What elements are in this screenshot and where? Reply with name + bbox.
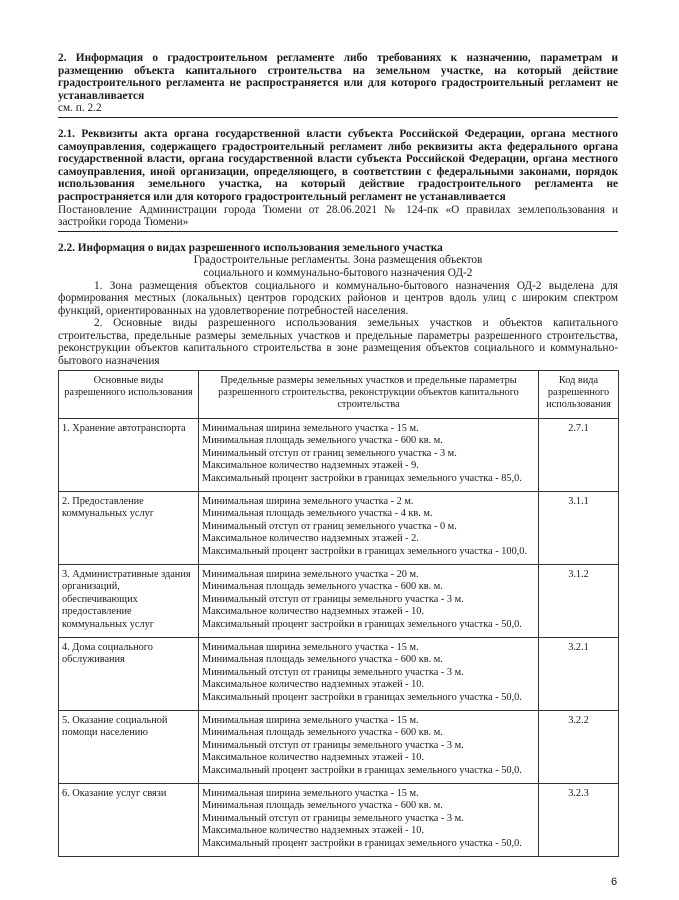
parameter-line: Максимальное количество надземных этажей - 10. (202, 679, 425, 691)
section-2-reference: см. п. 2.2 (58, 102, 102, 115)
parameter-line: Минимальный отступ от границы земельного участка - 3 м. (202, 812, 464, 824)
zone-title-line-1: Градостроительные регламенты. Зона размещения объектов (193, 254, 483, 267)
parameter-line: Минимальная площадь земельного участка - 600 кв. м. (202, 800, 443, 812)
parameter-line: Минимальная площадь земельного участка - 600 кв. м. (202, 581, 443, 593)
parameter-line: Минимальный отступ от границы земельного участка - 3 м. (202, 666, 464, 678)
usage-type-cell: 5. Оказание социальной помощи населению (59, 711, 199, 784)
table-row (59, 784, 619, 857)
parameter-line: Минимальная площадь земельного участка - 4 кв. м. (202, 508, 433, 520)
usage-type-cell: 4. Дома социального обслуживания (59, 637, 199, 710)
parameter-line: Минимальный отступ от границы земельного участка - 3 м. (202, 739, 464, 751)
usage-code-cell: 3.1.2 (539, 564, 619, 637)
section-2-1-heading: 2.1. Реквизиты акта органа государственной власти субъекта Российской Федерации, органа местного самоуправления, содержащего градостроительный регламент либо реквизиты акта федерального органа государственной власти, органа государственной власти субъекта Российской Федерации, органа местного самоуправления, иной организации, определяющего, в соответствии с федеральными законами, порядок использования земельного участка, на который действие градостроительного регламента не распространяется или для которого градостроительный регламент не устанавливается (58, 127, 618, 203)
section-2-2-heading: 2.2. Информация о видах разрешенного использования земельного участка (58, 241, 443, 254)
usage-code-cell: 2.7.1 (539, 418, 619, 491)
section-2-heading: 2. Информация о градостроительном регламенте либо требованиях к назначению, параметрам и размещению объекта капитального строительства на земельном участке, на который действие градостроительного регламента не распространяется или для которого градостроительный регламент не устанавливается (58, 52, 618, 102)
section-2-1-text: Постановление Администрации города Тюмени от 28.06.2021 № 124-пк «О правилах землепользования и застройки города Тюмени» (58, 203, 618, 229)
parameters-cell (199, 418, 539, 491)
parameter-line: Максимальное количество надземных этажей - 10. (202, 752, 425, 764)
parameter-line: Максимальный процент застройки в границах земельного участка - 85,0. (202, 472, 522, 484)
table-row (59, 418, 619, 491)
usage-code-cell: 3.2.3 (539, 784, 619, 857)
parameter-line: Минимальная ширина земельного участка - 15 м. (202, 715, 419, 726)
parameter-line: Максимальное количество надземных этажей - 10. (202, 825, 425, 837)
parameter-line: Минимальная площадь земельного участка - 600 кв. м. (202, 727, 443, 739)
document-page (58, 52, 618, 857)
regulations-table (58, 370, 619, 857)
parameter-line: Минимальная ширина земельного участка - 15 м. (202, 422, 419, 434)
table-row (59, 711, 619, 784)
zone-paragraph-1: 1. Зона размещения объектов социального и коммунально-бытового назначения ОД-2 выделена для формирования местных (локальных) центров городских районов и центров вдоль улиц с широким спектром функций, ориентированных на удовлетворение потребностей населения. (58, 279, 618, 317)
usage-code-cell: 3.2.2 (539, 711, 619, 784)
parameter-line: Минимальный отступ от границы земельного участка - 3 м. (202, 593, 464, 605)
parameters-cell (199, 491, 539, 564)
parameter-line: Минимальная ширина земельного участка - 2 м. (202, 495, 414, 507)
usage-type-cell: 1. Хранение автотранспорта (59, 418, 199, 491)
header-parameters: Предельные размеры земельных участков и предельные параметры разрешенного строительства, реконструкции объектов капитального строительства (199, 370, 539, 418)
table-body (59, 418, 619, 856)
usage-type-cell: 6. Оказание услуг связи (59, 784, 199, 857)
parameters-cell (199, 564, 539, 637)
usage-type-cell: 2. Предоставление коммунальных услуг (59, 491, 199, 564)
parameter-line: Максимальное количество надземных этажей - 10. (202, 606, 425, 618)
header-usage-code: Код вида разрешенного использования (539, 370, 619, 418)
parameter-line: Максимальный процент застройки в границах земельного участка - 100,0. (202, 545, 528, 557)
parameter-line: Максимальный процент застройки в границах земельного участка - 50,0. (202, 618, 522, 630)
page-number: 6 (611, 876, 618, 888)
parameter-line: Максимальное количество надземных этажей - 2. (202, 533, 419, 545)
parameter-line: Минимальный отступ от границ земельного участка - 0 м. (202, 520, 457, 532)
parameter-line: Минимальная площадь земельного участка - 600 кв. м. (202, 654, 443, 666)
parameter-line: Максимальный процент застройки в границах земельного участка - 50,0. (202, 691, 522, 703)
table-row (59, 491, 619, 564)
parameters-cell (199, 711, 539, 784)
parameter-line: Максимальное количество надземных этажей - 9. (202, 460, 419, 472)
parameter-line: Максимальный процент застройки в границах земельного участка - 50,0. (202, 837, 522, 849)
table-header-row (59, 370, 619, 418)
usage-code-cell: 3.2.1 (539, 637, 619, 710)
section-2-1 (58, 128, 618, 232)
parameter-line: Минимальная ширина земельного участка - 15 м. (202, 641, 419, 653)
section-2-2 (58, 242, 618, 368)
parameter-line: Минимальная ширина земельного участка - 15 м. (202, 788, 419, 800)
zone-title-line-2: социального и коммунально-бытового назначения ОД-2 (203, 266, 473, 279)
section-2 (58, 52, 618, 118)
parameter-line: Минимальная площадь земельного участка - 600 кв. м. (202, 435, 443, 447)
usage-type-cell: 3. Административные здания организаций, обеспечивающих предоставление коммунальных услуг (59, 564, 199, 637)
zone-paragraph-2: 2. Основные виды разрешенного использования земельных участков и объектов капитального строительства, предельные размеры земельных участков и предельные параметры разрешенного строительства, реконструкции объектов капитального строительства в зоне размещения объектов социального и коммунально-бытового назначения (58, 317, 618, 368)
parameters-cell (199, 637, 539, 710)
parameter-line: Максимальный процент застройки в границах земельного участка - 50,0. (202, 764, 522, 776)
header-usage-type: Основные виды разрешенного использования (59, 370, 199, 418)
table-row (59, 564, 619, 637)
usage-code-cell: 3.1.1 (539, 491, 619, 564)
parameter-line: Минимальная ширина земельного участка - 20 м. (202, 568, 419, 580)
parameter-line: Минимальный отступ от границ земельного участка - 3 м. (202, 447, 457, 459)
parameters-cell (199, 784, 539, 857)
table-row (59, 637, 619, 710)
